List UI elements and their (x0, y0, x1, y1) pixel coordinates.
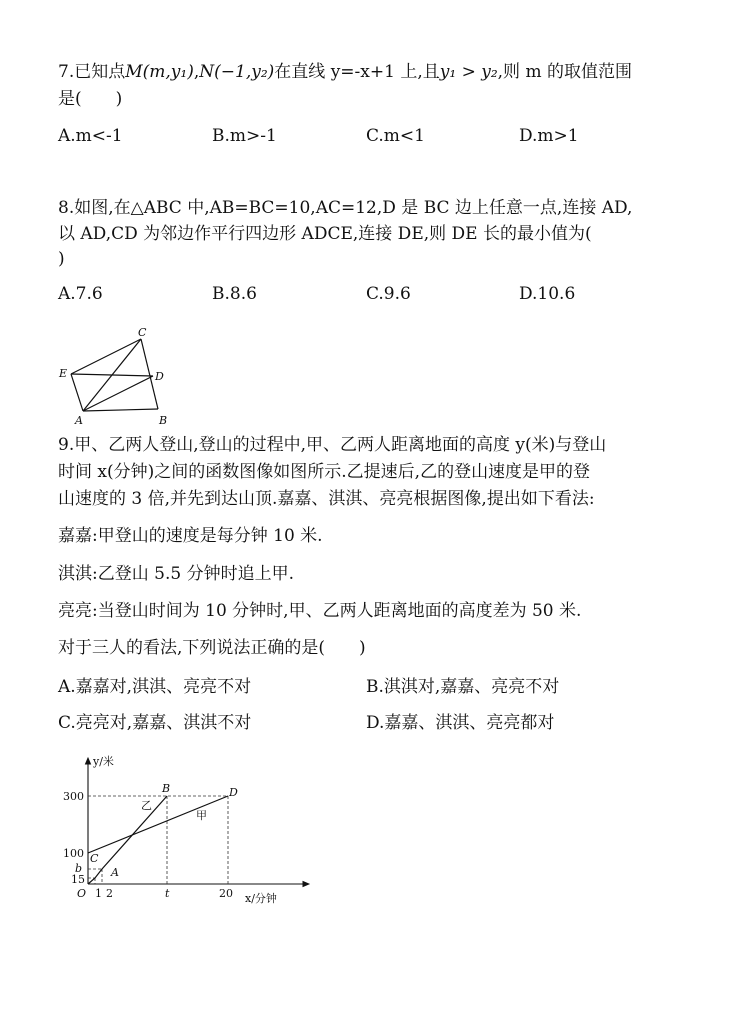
q8-option-b[interactable]: B.8.6 (212, 284, 257, 304)
point-label-d: D (229, 786, 238, 799)
y-tick-b: b (75, 862, 83, 875)
segment-ce (71, 339, 141, 374)
q7-number: 7. (58, 62, 75, 82)
q9-view-jiajia: 嘉嘉:甲登山的速度是每分钟 10 米. (58, 526, 323, 546)
q7-line-2: 是( ) (58, 89, 123, 109)
x-tick-2: 2 (106, 887, 113, 900)
q7-option-a[interactable]: A.m<-1 (58, 126, 123, 146)
y-axis-label: y/米 (93, 755, 114, 768)
q7-text-b: 在直线 y=-x+1 上,且 (274, 62, 440, 82)
y-tick-15: 15 (71, 873, 85, 886)
x-tick-origin: O (77, 887, 87, 900)
label-c: C (138, 326, 147, 339)
q9-option-d[interactable]: D.嘉嘉、淇淇、亮亮都对 (366, 713, 555, 733)
q7-inequality: y₁ > y₂ (439, 62, 498, 82)
x-tick-t: t (165, 887, 170, 900)
q7-line-1 (58, 60, 632, 84)
series-yi-line (88, 796, 167, 884)
q9-question: 对于三人的看法,下列说法正确的是( ) (58, 638, 366, 658)
q9-graph (55, 752, 325, 912)
q7-point-m: M(m,y₁) (125, 62, 194, 82)
q7-point-n: N(−1,y₂) (199, 62, 275, 82)
q9-option-c[interactable]: C.亮亮对,嘉嘉、淇淇不对 (58, 713, 252, 733)
q8-line-2: 以 AD,CD 为邻边作平行四边形 ADCE,连接 DE,则 DE 长的最小值为( (58, 224, 592, 244)
q7-text-c: ,则 m 的取值范围 (497, 62, 632, 82)
segment-ab (83, 409, 158, 411)
q8-option-d[interactable]: D.10.6 (519, 284, 576, 304)
q7-comma: , (193, 62, 200, 82)
q9-line-1: 9.甲、乙两人登山,登山的过程中,甲、乙两人距离地面的高度 y(米)与登山 (58, 435, 607, 455)
q7-option-c[interactable]: C.m<1 (366, 126, 425, 146)
segment-ad (83, 376, 153, 411)
point-label-c: C (90, 852, 99, 865)
point-label-a: A (111, 866, 119, 879)
label-a: A (75, 414, 83, 427)
y-tick-300: 300 (63, 790, 84, 803)
q9-option-b[interactable]: B.淇淇对,嘉嘉、亮亮不对 (366, 677, 560, 697)
guide-lines (88, 796, 228, 884)
q9-view-qiqi: 淇淇:乙登山 5.5 分钟时追上甲. (58, 564, 294, 584)
q7-option-d[interactable]: D.m>1 (519, 126, 579, 146)
point-label-b: B (162, 782, 171, 795)
q8-parallelogram-figure (55, 325, 185, 430)
q7-option-b[interactable]: B.m>-1 (212, 126, 277, 146)
q9-view-liangliang: 亮亮:当登山时间为 10 分钟时,甲、乙两人距离地面的高度差为 50 米. (58, 601, 582, 621)
x-tick-20: 20 (219, 887, 233, 900)
label-d: D (155, 370, 164, 383)
x-tick-1: 1 (95, 887, 102, 900)
q7-text-a: 已知点 (74, 62, 126, 82)
series-yi-label: 乙 (141, 799, 152, 812)
segment-ea (71, 374, 83, 411)
q9-line-3: 山速度的 3 倍,并先到达山顶.嘉嘉、淇淇、亮亮根据图像,提出如下看法: (58, 489, 595, 509)
q8-option-c[interactable]: C.9.6 (366, 284, 411, 304)
q8-option-a[interactable]: A.7.6 (58, 284, 103, 304)
q8-line-1: 8.如图,在△ABC 中,AB=BC=10,AC=12,D 是 BC 边上任意一点,连接 AD, (58, 198, 633, 218)
q9-option-a[interactable]: A.嘉嘉对,淇淇、亮亮不对 (58, 677, 252, 697)
x-axis-label: x/分钟 (245, 892, 277, 905)
q8-line-3: ) (58, 249, 65, 269)
y-tick-100: 100 (63, 847, 84, 860)
label-e: E (59, 367, 68, 380)
label-b: B (159, 414, 168, 427)
series-jia-line (88, 796, 228, 853)
q9-line-2: 时间 x(分钟)之间的函数图像如图所示.乙提速后,乙的登山速度是甲的登 (58, 462, 591, 482)
series-jia-label: 甲 (196, 809, 207, 822)
